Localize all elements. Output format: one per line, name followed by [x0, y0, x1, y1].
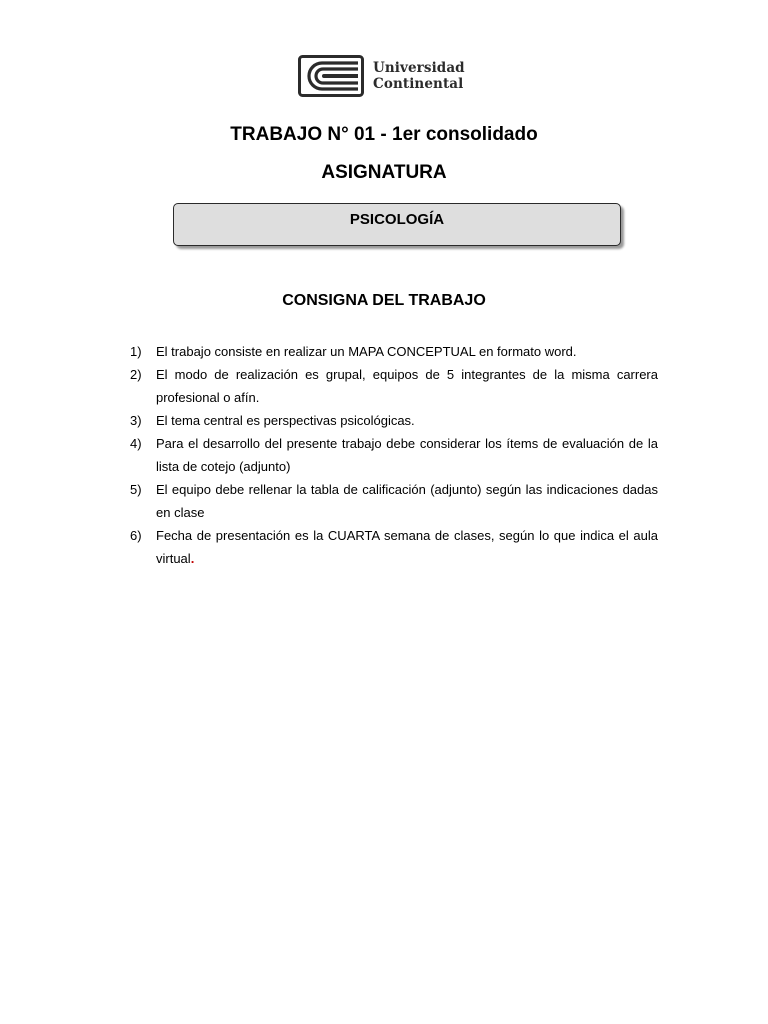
university-logo: [298, 54, 478, 98]
list-item-text: Para el desarrollo del presente trabajo debe considerar los ítems de evaluación de la lista de cotejo (adjunto): [156, 436, 658, 474]
university-continental-logo-icon: [298, 55, 364, 97]
list-item-text: El trabajo consiste en realizar un MAPA CONCEPTUAL en formato word.: [156, 344, 577, 359]
list-item-number: 6): [130, 528, 142, 543]
list-item-text: El equipo debe rellenar la tabla de calificación (adjunto) según las indicaciones dadas en clase: [156, 482, 658, 520]
logo-line-2: Continental: [373, 76, 464, 92]
list-item-number: 3): [130, 413, 142, 428]
document-title: TRABAJO N° 01 - 1er consolidado: [230, 124, 538, 145]
list-item-text: El tema central es perspectivas psicológicas.: [156, 413, 415, 428]
subject-name: PSICOLOGÍA: [349, 211, 445, 228]
instructions-list: [130, 340, 658, 570]
list-item-number: 4): [130, 436, 142, 451]
list-item: [130, 524, 658, 570]
list-item: [130, 340, 658, 363]
section-heading: CONSIGNA DEL TRABAJO: [282, 292, 486, 309]
list-item: [130, 478, 658, 524]
list-item-number: 1): [130, 344, 142, 359]
list-item-text-wrapper: [156, 524, 658, 570]
list-item: [130, 432, 658, 478]
logo-line-1: Universidad: [373, 60, 465, 76]
subject-box: [173, 203, 621, 246]
list-item-number: 5): [130, 482, 142, 497]
logo-wordmark: [373, 60, 465, 92]
list-item: [130, 363, 658, 409]
list-item-number: 2): [130, 367, 142, 382]
list-item-text: Fecha de presentación es la CUARTA semana de clases, según lo que indica el aula virtual: [156, 528, 658, 566]
trailing-period: .: [190, 551, 195, 566]
list-item: [130, 409, 658, 432]
list-item-text: El modo de realización es grupal, equipos de 5 integrantes de la misma carrera profesional o afín.: [156, 367, 658, 405]
subject-label: ASIGNATURA: [321, 162, 447, 183]
